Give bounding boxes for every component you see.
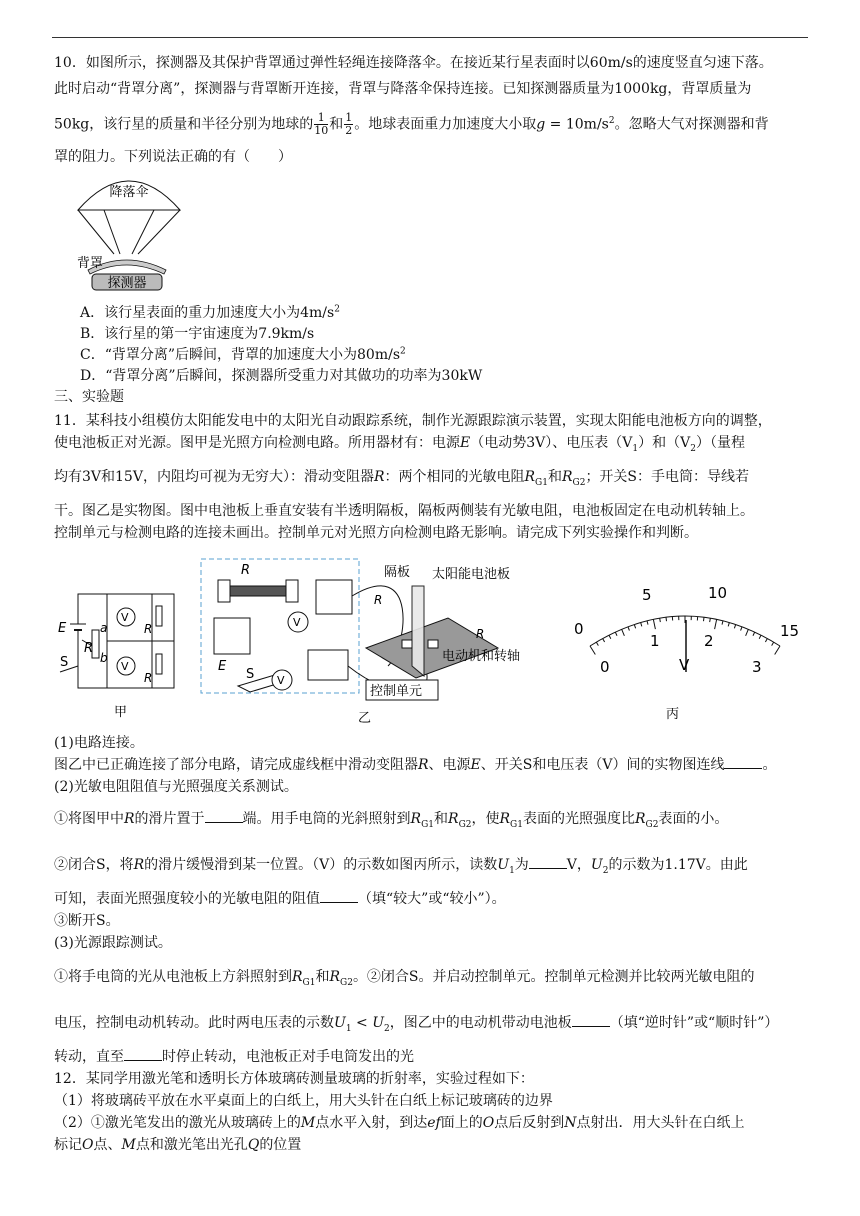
yi-label-S: S <box>246 667 255 682</box>
scale-tick <box>722 621 723 625</box>
scale-tick <box>647 621 648 625</box>
answer-blank-5[interactable] <box>572 1012 610 1027</box>
q12-line2: （1）将玻璃砖平放在水平桌面上的白纸上，用大头针在白纸上标记玻璃砖的边界 <box>54 1093 553 1109</box>
parachute-label: 降落伞 <box>109 185 149 200</box>
scale-tick <box>653 619 655 629</box>
yi-label-E: E <box>218 659 227 674</box>
scale-tick <box>603 639 605 643</box>
q11-s2b: ②闭合S，将R的滑片缓慢滑到某一位置。（V）的示数如图丙所示，读数$U_1$为 V，$U_2$的示数为1.17V。由此 <box>54 854 814 876</box>
header-rule <box>52 37 808 38</box>
scale-tick <box>615 632 617 636</box>
scale-tick <box>710 618 711 622</box>
q11-s1: (1)电路连接。 <box>54 735 144 751</box>
answer-blank-1[interactable] <box>724 754 762 769</box>
label-RG1: R <box>144 622 153 636</box>
label-S: S <box>60 655 69 670</box>
scale-tick <box>741 627 742 631</box>
label-geban: 隔板 <box>384 565 411 580</box>
fig-jia-caption: 甲 <box>114 705 128 720</box>
scale-tick <box>622 629 625 635</box>
scale-tick <box>628 627 629 631</box>
q10-line4: 罩的阻力。下列说法正确的有（ ） <box>54 149 292 165</box>
section-heading: 三、实验题 <box>54 389 124 405</box>
yi-label-RG2: R <box>476 627 485 641</box>
scale-bottom-0: 0 <box>600 658 610 676</box>
scale-bottom-3: 3 <box>752 658 762 676</box>
scale-unit: V <box>679 656 690 674</box>
q12-line4: 标记O点、M点和激光笔出光孔Q的位置 <box>54 1137 302 1153</box>
q10-option-c[interactable]: C．“背罩分离”后瞬间，背罩的加速度大小为$80m/s^2$ <box>80 346 406 363</box>
yi-label-V2: V <box>277 674 285 687</box>
q12-line3: （2）①激光笔发出的激光从玻璃砖上的M点水平入射，到达ef面上的O点后反射到N点射出．用大头针在白纸上 <box>54 1115 745 1131</box>
q10-line3: 50kg，该行星的质量和半径分别为地球的 $\frac{1}{10}$ 和 $\frac{1}{2}$ 。地球表面重力加速度大小取$g = 10m/s^2$。忽略大气对探测器和背 <box>54 111 769 137</box>
q11-line5: 控制单元与检测电路的连接未画出。控制单元对光照方向检测电路无影响。请完成下列实验操作和判断。 <box>54 525 698 541</box>
scale-tick <box>703 617 704 621</box>
label-R: R <box>84 641 94 656</box>
q11-line2: 使电池板正对光源。图甲是光照方向检测电路。所用器材有：电源E（电动势3V）、电压表$(V_1)$和$(V_2)$（量程 <box>54 435 745 454</box>
q10-option-b[interactable]: B．该行星的第一宇宙速度为7.9km/s <box>80 326 315 342</box>
q11-line4: 干。图乙是实物图。图中电池板上垂直安装有半透明隔板，隔板两侧装有光敏电阻，电池板固定在电动机转轴上。 <box>54 503 754 519</box>
fig-yi-caption: 乙 <box>358 711 372 726</box>
scale-tick <box>775 646 780 654</box>
q11-s1a: 图乙中已正确连接了部分电路，请完成虚线框中滑动变阻器R、电源E、开关S和电压表（V）间的实物图连线 。 <box>54 754 814 776</box>
scale-tick <box>765 639 767 643</box>
parachute-figure <box>74 170 184 298</box>
label-V2: V <box>121 660 129 673</box>
scale-tick <box>634 625 635 629</box>
q11-s3a: ①将手电筒的光从电池板上方斜照射到$R_{G1}$和$R_{G2}$。②闭合S。并启动控制单元。控制单元检测并比较两光敏电阻的 <box>54 969 755 988</box>
q11-s2a: ①将图甲中R的滑片置于 端。用手电筒的光斜照射到$R_{G1}$和$R_{G2}$，使$R_{G1}$表面的光照强度比$R_{G2}$表面的小。 <box>54 808 814 830</box>
fraction-one-half: $\frac{1}{2}$ <box>345 111 353 137</box>
circuit-diagram-jia <box>52 590 182 720</box>
scale-tick <box>715 619 717 629</box>
q11-s2: (2)光敏电阻阻值与光照强度关系测试。 <box>54 779 298 795</box>
label-a: a <box>100 621 108 635</box>
answer-blank-4[interactable] <box>320 888 358 903</box>
label-RG2: R <box>144 671 153 685</box>
q11-s3: (3)光源跟踪测试。 <box>54 935 172 951</box>
q10-line1: 10．如图所示，探测器及其保护背罩通过弹性轻绳连接降落伞。在接近某行星表面时以60m/s的速度竖直匀速下落。 <box>54 55 773 71</box>
scale-tick <box>759 635 761 639</box>
scale-tick <box>746 629 749 635</box>
fig-bing-caption: 丙 <box>666 707 680 722</box>
scale-tick <box>753 632 755 636</box>
q12-line1: 12．某同学用激光笔和透明长方体玻璃砖测量玻璃的折射率，实验过程如下： <box>54 1071 534 1087</box>
yi-label-V1: V <box>293 616 301 629</box>
label-panel: 太阳能电池板 <box>432 567 511 582</box>
scale-tick <box>666 617 667 621</box>
scale-tick <box>590 646 595 654</box>
scale-top-5: 5 <box>642 586 652 604</box>
answer-blank-3[interactable] <box>529 854 567 869</box>
q11-s3c: 转动，直至 时停止转动，电池板正对手电筒发出的光 <box>54 1046 814 1068</box>
q11-line1: 11．某科技小组模仿太阳能发电中的太阳光自动跟踪系统，制作光源跟踪演示装置，实现太阳能电池板方向的调整， <box>54 413 772 429</box>
scale-bottom-1: 1 <box>650 632 660 650</box>
scale-bottom-2: 2 <box>704 632 714 650</box>
q10-line2: 此时启动“背罩分离”，探测器与背罩断开连接，背罩与降落伞保持连接。已知探测器质量为1000kg，背罩质量为 <box>54 81 752 97</box>
scale-tick <box>641 623 642 627</box>
q11-line3: 均有3V和15V，内阻均可视为无穷大）：滑动变阻器R：两个相同的光敏电阻$R_{G1}$和$R_{G2}$；开关S：手电筒：导线若 <box>54 469 750 488</box>
scale-top-10: 10 <box>708 584 728 602</box>
q10-option-d[interactable]: D．“背罩分离”后瞬间，探测器所受重力对其做功的功率为30kW <box>80 368 483 384</box>
voltmeter-scale-bing <box>560 576 810 726</box>
label-control: 控制单元 <box>370 684 423 699</box>
scale-top-15: 15 <box>780 622 800 640</box>
scale-tick <box>609 635 611 639</box>
yi-label-RG1: R <box>374 593 383 607</box>
label-V1: V <box>121 611 129 624</box>
label-E: E <box>58 621 67 636</box>
answer-blank-6[interactable] <box>124 1046 162 1061</box>
q11-s3b: 电压，控制电动机转动。此时两电压表的示数$U_1 < U_2$，图乙中的电动机带动电池板 （填“逆时针”或“顺时针”） <box>54 1012 814 1034</box>
apparatus-figure-yi <box>198 556 538 726</box>
scale-tick <box>660 618 661 622</box>
fraction-one-tenth: $\frac{1}{10}$ <box>314 111 329 137</box>
scale-tick <box>596 642 598 645</box>
label-b: b <box>100 651 108 665</box>
backshell-label: 背罩 <box>76 256 104 271</box>
probe-label: 探测器 <box>107 276 147 291</box>
answer-blank-2[interactable] <box>205 808 243 823</box>
scale-tick <box>772 642 774 645</box>
q11-s2c: 可知，表面光照强度较小的光敏电阻的阻值 （填“较大”或“较小”）。 <box>54 888 814 910</box>
q11-s2d: ③断开S。 <box>54 913 120 929</box>
scale-top-0: 0 <box>574 620 584 638</box>
scale-tick <box>734 625 735 629</box>
label-motor: 电动机和转轴 <box>442 649 521 664</box>
yi-label-R: R <box>241 563 251 578</box>
q10-option-a[interactable]: A．该行星表面的重力加速度大小为$4m/s^2$ <box>80 304 340 321</box>
scale-tick <box>728 623 729 627</box>
